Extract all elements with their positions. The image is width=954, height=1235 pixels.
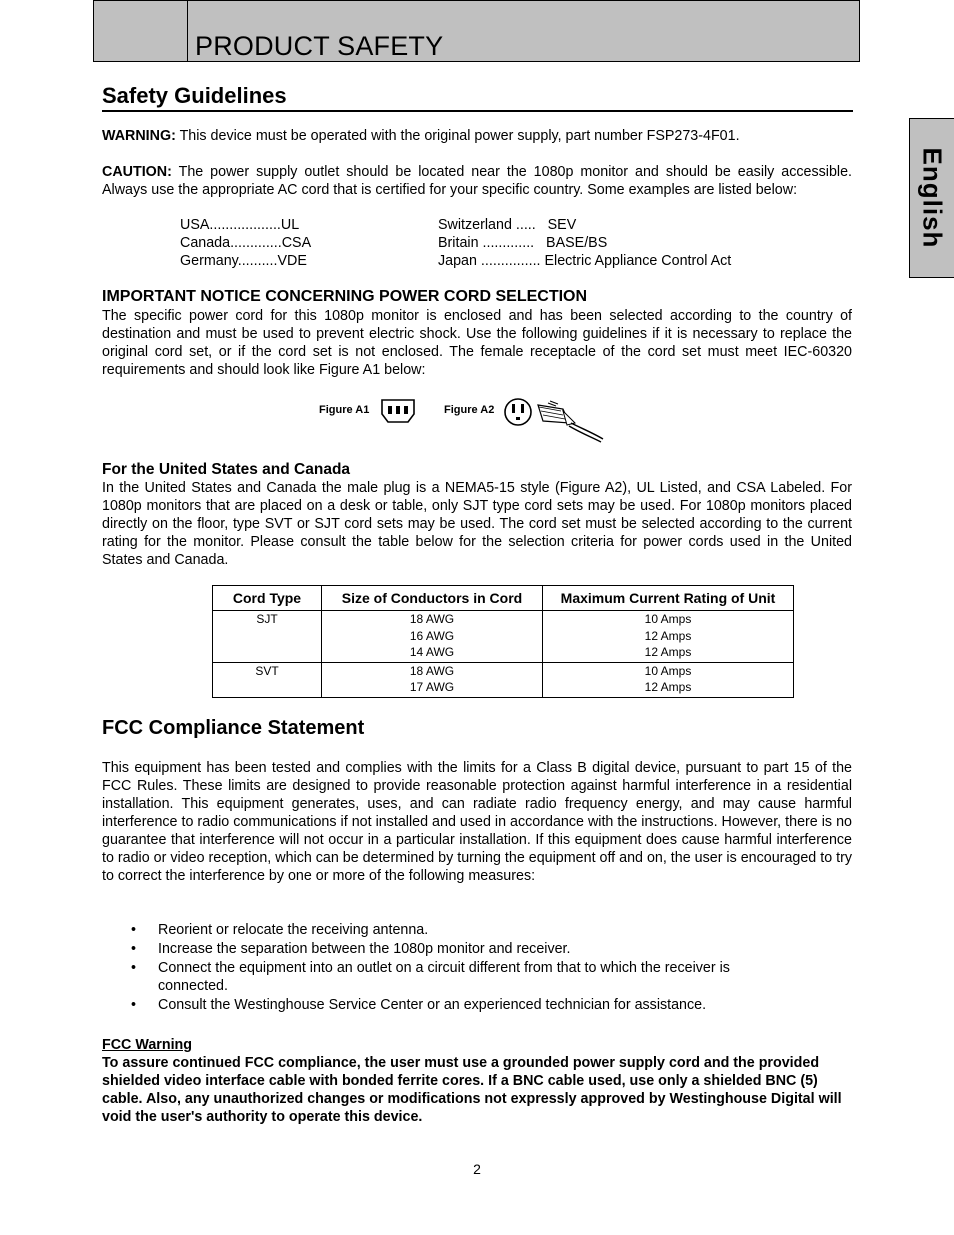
figure-a2-label: Figure A2 xyxy=(444,404,495,416)
list-item: • Consult the Westinghouse Service Center or an experienced technician for assistance. xyxy=(102,996,802,1014)
us-canada-heading: For the United States and Canada xyxy=(102,461,351,478)
table-row xyxy=(213,611,794,663)
table-header-cord-type: Cord Type xyxy=(213,586,322,611)
caution-label: CAUTION: xyxy=(102,164,172,180)
us-canada-paragraph: In the United States and Canada the male plug is a NEMA5-15 style (Figure A2), UL Listed, and CSA Labeled. For 1080p monitors that are placed on a desk or table, only SJT type cord sets may be used. For 1080p monitors placed directly on the floor, type SVT or SJT cord sets may be used. The cord set must be selected according to the current rating for the monitor. Please consult the table below for the selection criteria for power cords used in the United States and Canada. xyxy=(102,480,852,568)
page-title: PRODUCT SAFETY xyxy=(195,31,444,61)
country-germany: Germany..........VDE xyxy=(180,253,307,269)
table-row xyxy=(213,662,794,697)
table-cell: 18 AWG 17 AWG xyxy=(322,662,543,697)
country-japan: Japan ............... Electric Appliance Control Act xyxy=(438,253,732,269)
language-tab-label: English xyxy=(917,147,948,249)
country-usa: USA..................UL xyxy=(180,217,300,233)
figure-a1-label: Figure A1 xyxy=(319,404,370,416)
table-cell: 10 Amps 12 Amps xyxy=(543,662,794,697)
fcc-measures-list xyxy=(102,921,802,1015)
language-tab xyxy=(909,118,954,278)
list-item: • Reorient or relocate the receiving antenna. xyxy=(102,921,802,939)
safety-guidelines-heading: Safety Guidelines xyxy=(102,83,853,112)
fcc-warning-title: FCC Warning xyxy=(102,1037,193,1053)
table-cell: 10 Amps 12 Amps 12 Amps xyxy=(543,611,794,663)
caution-paragraph xyxy=(102,163,852,199)
list-item: • Increase the separation between the 1080p monitor and receiver. xyxy=(102,940,802,958)
list-item: • Connect the equipment into an outlet on a circuit different from that to which the receiver is connected. xyxy=(102,959,802,995)
table-header-row xyxy=(213,586,794,611)
country-britain: Britain ............. BASE/BS xyxy=(438,235,608,251)
table-header-size: Size of Conductors in Cord xyxy=(322,586,543,611)
warning-label: WARNING: xyxy=(102,128,176,144)
table-header-rating: Maximum Current Rating of Unit xyxy=(543,586,794,611)
caution-text: The power supply outlet should be located near the 1080p monitor and should be easily accessible. Always use the appropriate AC cord that is certified for your specific country. Some examples are listed below: xyxy=(102,164,852,198)
power-cord-paragraph: The specific power cord for this 1080p monitor is enclosed and has been selected according to the country of destination and must be used to prevent electric shock. Use the following guidelines if it is necessary to replace the original cord set, or if the cord set is not enclosed. The female receptacle of the cord set must meet IEC-60320 requirements and should look like Figure A1 below: xyxy=(102,308,852,378)
power-cord-heading: IMPORTANT NOTICE CONCERNING POWER CORD SELECTION xyxy=(102,288,588,305)
cord-table xyxy=(212,585,794,698)
table-cell: 18 AWG 16 AWG 14 AWG xyxy=(322,611,543,663)
country-switzerland: Switzerland ..... SEV xyxy=(438,217,577,233)
warning-text: This device must be operated with the original power supply, part number FSP273-4F01. xyxy=(175,128,740,144)
iec-receptacle-icon xyxy=(379,397,417,425)
table-cell: SVT xyxy=(213,662,322,697)
warning-paragraph xyxy=(102,127,852,145)
table-cell: SJT xyxy=(213,611,322,663)
fcc-warning-text: To assure continued FCC compliance, the user must use a grounded power supply cord and the provided shielded video interface cable with bonded ferrite cores. If a BNC cable used, use only a shielded BNC (5) cable. Also, any unauthorized changes or modifications not expressly approved by Westinghouse Digital will void the user's authority to operate this device. xyxy=(102,1055,842,1125)
country-canada: Canada.............CSA xyxy=(180,235,312,251)
nema-plug-icon xyxy=(503,393,607,445)
fcc-heading: FCC Compliance Statement xyxy=(102,717,365,739)
page-number: 2 xyxy=(473,1161,481,1177)
header-divider xyxy=(187,1,188,61)
fcc-paragraph: This equipment has been tested and complies with the limits for a Class B digital device, pursuant to part 15 of the FCC Rules. These limits are designed to provide reasonable protection against harmful interference in a residential installation. This equipment generates, uses, and can radiate radio frequency energy, and may cause harmful interference to radio communications if not installed and used in accordance with the instructions. However, there is no guarantee that interference will not occur in a particular installation. If this equipment does cause harmful interference to radio or video reception, which can be determined by turning the equipment off and on, the user is encouraged to try to correct the interference by one or more of the following measures: xyxy=(102,760,852,884)
